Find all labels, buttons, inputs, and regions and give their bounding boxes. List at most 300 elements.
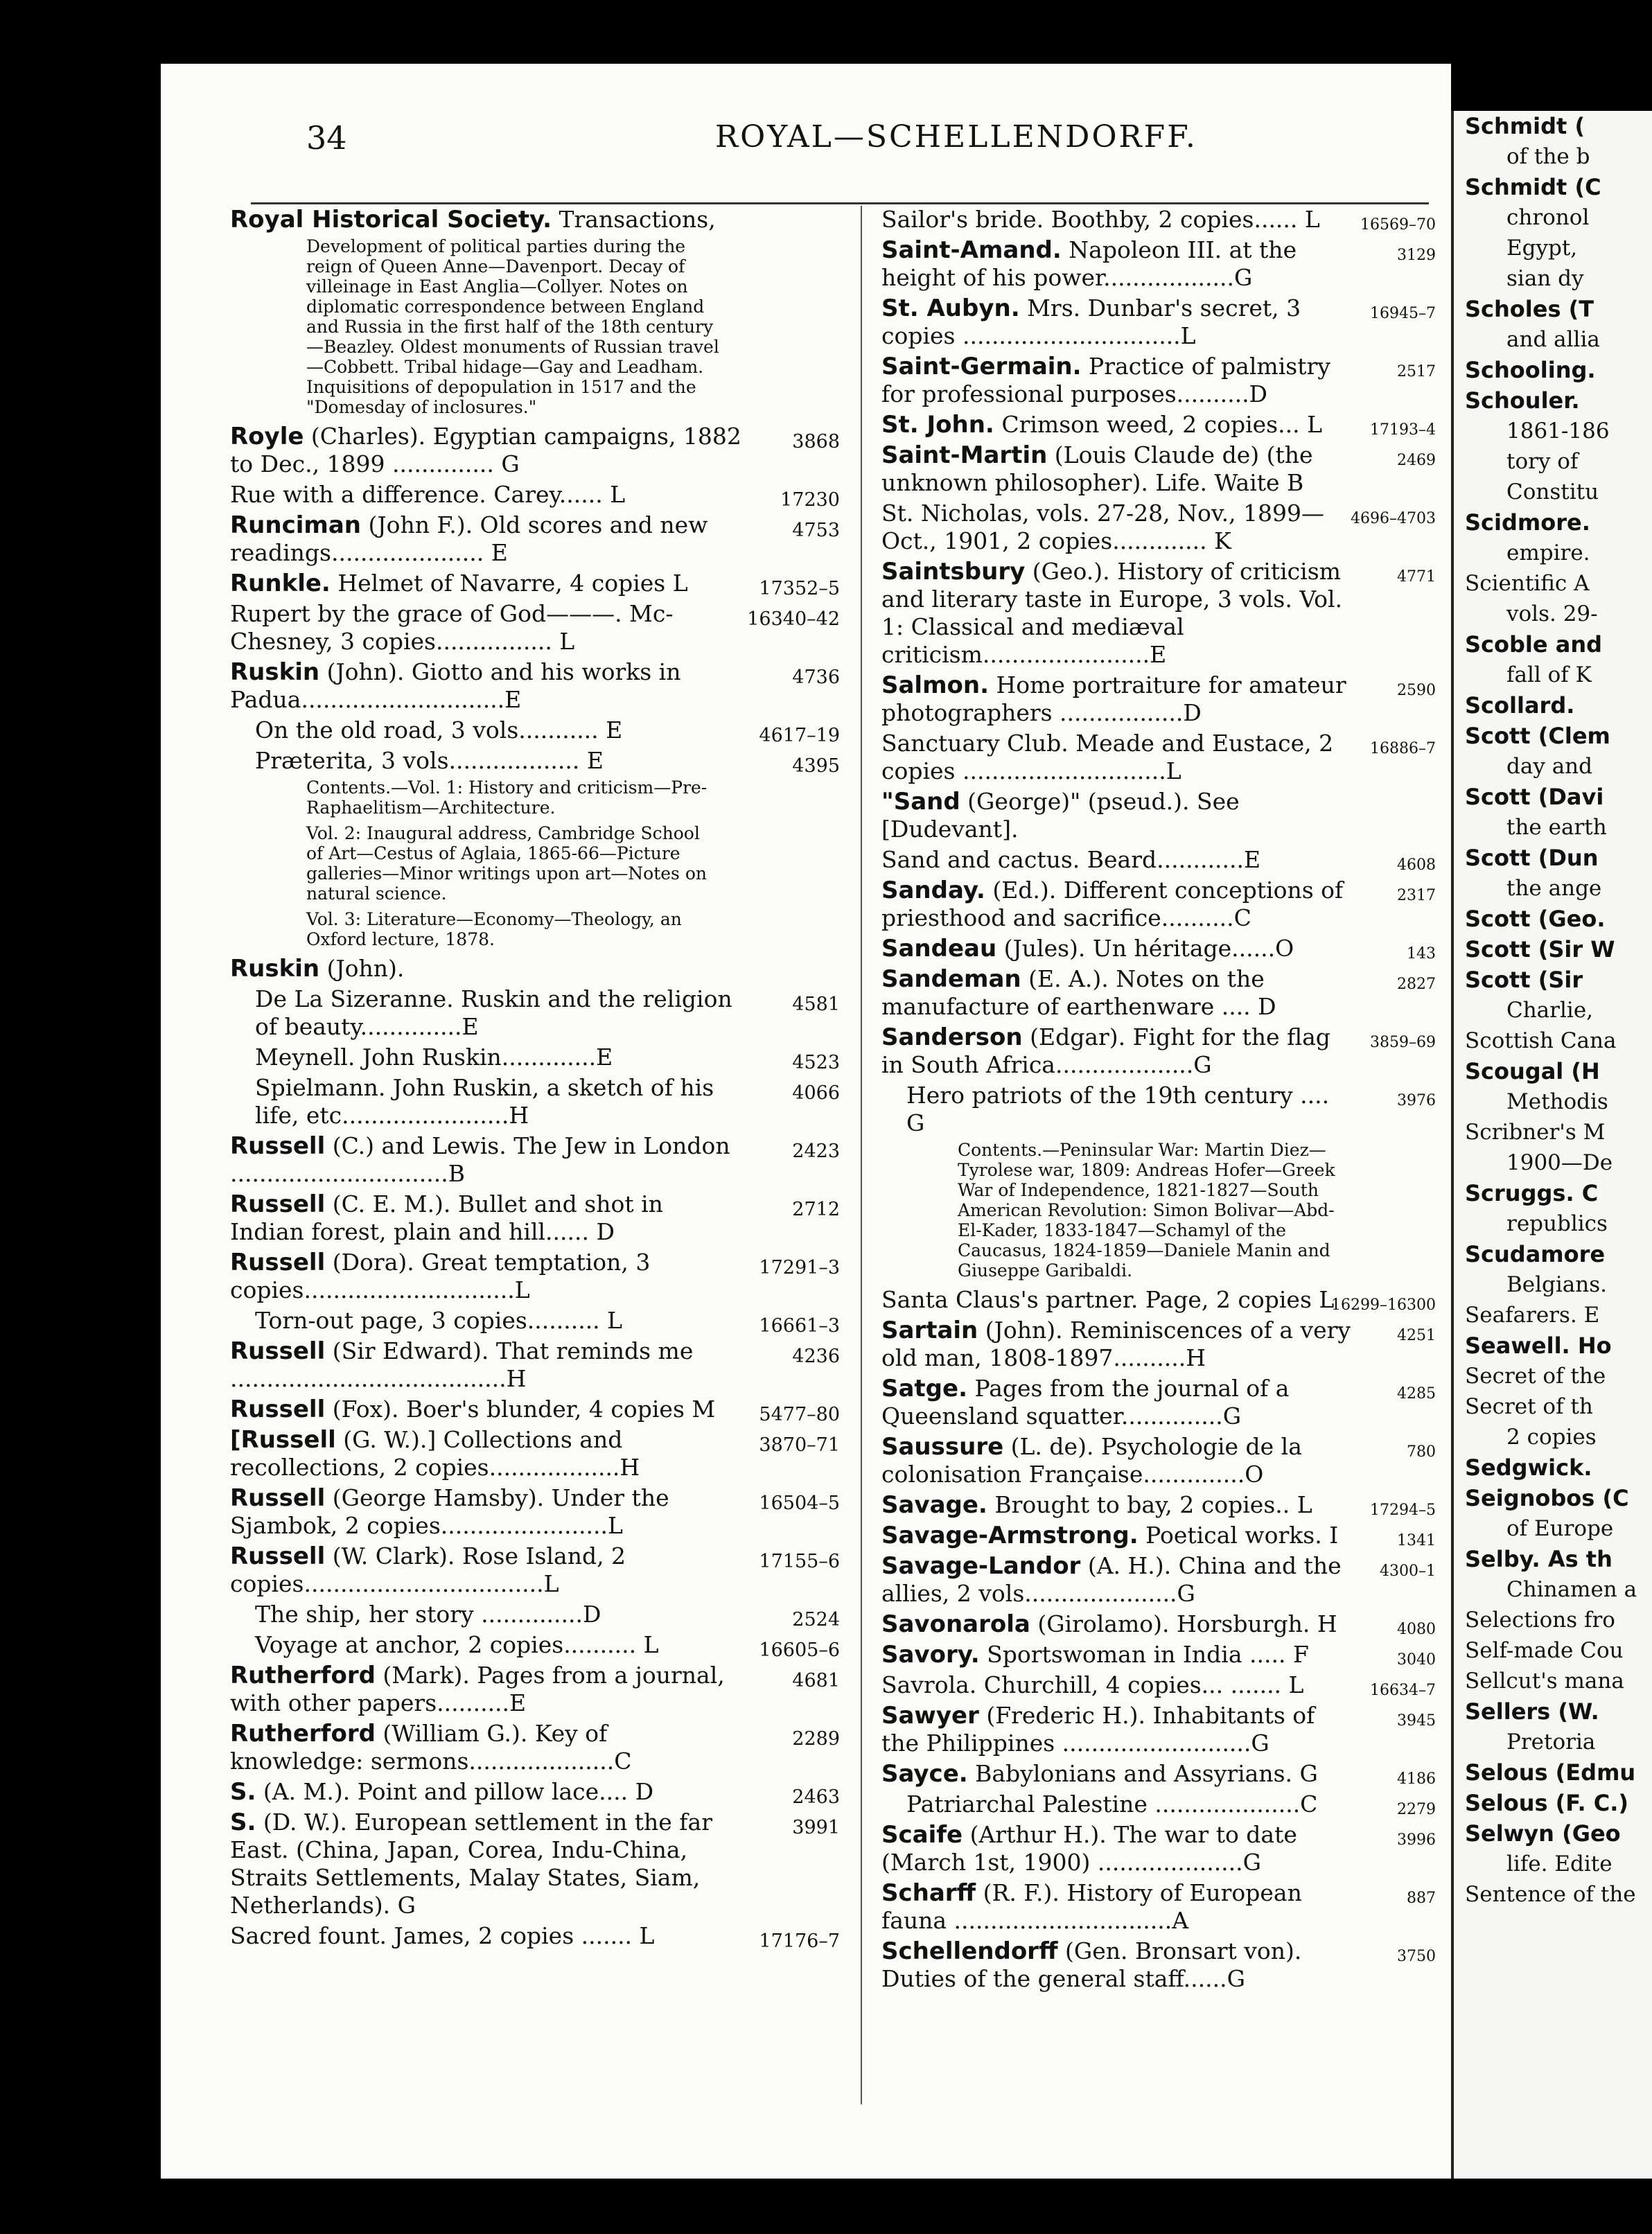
entry-number: 4523 [792, 1052, 840, 1073]
adjacent-entry-fragment: of the b [1506, 144, 1590, 169]
entry-heading: [Russell [230, 1426, 336, 1454]
adjacent-entry-fragment: Selections fro [1465, 1608, 1615, 1633]
entry-text: Contents.—Vol. 1: History and criticism—Pre-Raphaelitism—Architecture. [306, 777, 708, 818]
adjacent-entry-fragment: Pretoria [1506, 1730, 1596, 1754]
catalogue-entry [230, 1484, 840, 1540]
adjacent-entry-fragment: Scientific A [1465, 571, 1590, 596]
entry-text: Development of political parties during the reign of Queen Anne—Davenport. Decay of villeinage in East Anglia—Collyer. Notes on diplomatic correspondence between England and Russia in the first half of the 18th century—Beazley. Oldest monuments of Russian travel—Cobbett. Tribal hidage—Gay and Leadham. Inquisitions of depopulation in 1517 and the "Domesday of inclosures." [306, 236, 719, 417]
catalogue-entry [230, 206, 840, 234]
entry-heading: "Sand [881, 788, 960, 816]
entry-text: (A. H.). China and the allies, 2 vols.....................G [881, 1552, 1342, 1607]
entry-number: 16569–70 [1360, 216, 1436, 234]
header-rule [251, 202, 1429, 204]
adjacent-entry-fragment: Scollard. [1465, 692, 1575, 719]
entry-text: (W. Clark). Rose Island, 2 copies.................................L [230, 1542, 626, 1597]
running-title: ROYAL—SCHELLENDORFF. [715, 119, 1197, 155]
adjacent-entry-fragment: Selwyn (Geo [1465, 1820, 1621, 1847]
catalogue-entry [881, 1937, 1436, 1993]
catalogue-page [161, 64, 1451, 2179]
entry-number: 2279 [1397, 1801, 1436, 1818]
adjacent-entry-fragment: Scoble and [1465, 631, 1602, 658]
entry-heading: Scaife [881, 1821, 963, 1849]
entry-heading: Russell [230, 1132, 326, 1160]
entry-heading: Russell [230, 1396, 326, 1423]
catalogue-entry [230, 511, 840, 567]
adjacent-entry-fragment: republics [1506, 1211, 1608, 1236]
entry-text: Sanctuary Club. Meade and Eustace, 2 copies ............................L [881, 730, 1334, 784]
adjacent-entry-fragment: Selous (F. C.) [1465, 1790, 1629, 1816]
entry-heading: Scharff [881, 1879, 976, 1907]
adjacent-entry-fragment: the earth [1506, 815, 1607, 840]
adjacent-entry-fragment: fall of K [1506, 662, 1592, 687]
catalogue-entry [881, 935, 1436, 962]
entry-heading: S. [230, 1809, 256, 1836]
entry-number: 4736 [792, 667, 840, 688]
catalogue-entry [881, 1375, 1436, 1430]
entry-heading: Savage-Armstrong. [881, 1522, 1139, 1549]
entry-number: 17294–5 [1370, 1502, 1436, 1519]
entry-text: (G. W.).] Collections and recollections, 2 copies..................H [230, 1426, 640, 1481]
entry-text: Poetical works. I [1138, 1522, 1339, 1549]
catalogue-entry [230, 985, 840, 1041]
adjacent-entry-fragment: Scott (Sir W [1465, 936, 1615, 962]
entry-heading: Saintsbury [881, 558, 1026, 586]
catalogue-entry [881, 1522, 1436, 1549]
entry-number: 4753 [792, 520, 840, 541]
entry-heading: Saussure [881, 1433, 1004, 1461]
catalogue-entry [230, 1132, 840, 1188]
catalogue-entry [881, 965, 1436, 1021]
entry-text: Patriarchal Palestine ....................C [906, 1791, 1318, 1818]
entry-text: (A. M.). Point and pillow lace.... D [256, 1778, 654, 1805]
adjacent-entry-fragment: Sentence of the [1465, 1882, 1636, 1907]
left-column [230, 206, 840, 1953]
catalogue-entry [230, 600, 840, 656]
entry-number: 3991 [792, 1817, 840, 1838]
entry-heading: Russell [230, 1249, 326, 1276]
catalogue-entry [881, 1140, 1436, 1281]
entry-number: 4251 [1397, 1327, 1436, 1344]
catalogue-entry [230, 570, 840, 597]
adjacent-entry-fragment: of Europe [1506, 1516, 1614, 1541]
entry-number: 3868 [792, 431, 840, 452]
adjacent-entry-fragment: Scidmore. [1465, 509, 1590, 536]
entry-text: Pages from the journal of a Queensland squatter..............G [881, 1375, 1290, 1430]
entry-heading: Russell [230, 1190, 326, 1218]
catalogue-entry [230, 1720, 840, 1775]
catalogue-entry [230, 823, 840, 904]
catalogue-entry [230, 1307, 840, 1335]
adjacent-entry-fragment: Scottish Cana [1465, 1028, 1617, 1053]
entry-heading: Sanday. [881, 877, 985, 904]
catalogue-entry [881, 206, 1436, 234]
entry-number: 16661–3 [759, 1315, 840, 1337]
entry-text: (Gen. Bronsart von). Duties of the general staff......G [881, 1937, 1302, 1992]
entry-text: (George Hamsby). Under the Sjambok, 2 copies.......................L [230, 1484, 669, 1539]
entry-text: Rue with a difference. Carey...... L [230, 481, 626, 508]
entry-text: (Arthur H.). The war to date (March 1st, 1900) ....................G [881, 1821, 1297, 1876]
entry-number: 17176–7 [759, 1930, 840, 1952]
catalogue-entry [230, 1662, 840, 1717]
entry-heading: Rutherford [230, 1720, 376, 1748]
entry-text: (Fox). Boer's blunder, 4 copies M [325, 1396, 716, 1423]
entry-heading: Saint-Martin [881, 441, 1048, 469]
entry-number: 3976 [1397, 1092, 1436, 1109]
entry-number: 4285 [1397, 1385, 1436, 1402]
adjacent-entry-fragment: Selous (Edmu [1465, 1759, 1636, 1786]
adjacent-page-strip [1451, 111, 1652, 2179]
adjacent-entry-fragment: Schmidt ( [1465, 113, 1585, 139]
entry-heading: Runciman [230, 511, 361, 539]
adjacent-entry-fragment: Self-made Cou [1465, 1638, 1624, 1663]
entry-text: De La Sizeranne. Ruskin and the religion of beauty..............E [255, 985, 732, 1040]
entry-text: (John). Reminiscences of a very old man, 1808-1897..........H [881, 1317, 1351, 1371]
entry-heading: Savage-Landor [881, 1552, 1081, 1580]
entry-number: 2827 [1397, 976, 1436, 993]
entry-number: 2524 [792, 1609, 840, 1630]
catalogue-entry [881, 846, 1436, 874]
adjacent-entry-fragment: 2 copies [1506, 1425, 1597, 1450]
entry-number: 887 [1407, 1890, 1436, 1907]
entry-number: 4186 [1397, 1770, 1436, 1788]
adjacent-entry-fragment: Egypt, [1506, 236, 1578, 261]
adjacent-entry-fragment: 1900—De [1506, 1150, 1613, 1175]
entry-number: 780 [1407, 1443, 1436, 1461]
entry-heading: Satge. [881, 1375, 967, 1402]
entry-heading: Royal Historical Society. [230, 206, 552, 234]
entry-heading: St. Aubyn. [881, 294, 1020, 322]
entry-heading: Ruskin [230, 955, 320, 983]
entry-number: 16299–16300 [1331, 1296, 1436, 1314]
catalogue-entry [230, 1074, 840, 1129]
catalogue-entry [230, 909, 840, 949]
entry-number: 2517 [1397, 363, 1436, 380]
entry-number: 2469 [1397, 452, 1436, 469]
adjacent-entry-fragment: Selby. As th [1465, 1546, 1613, 1572]
adjacent-entry-fragment: Methodis [1506, 1089, 1608, 1114]
catalogue-entry [230, 777, 840, 818]
entry-heading: St. John. [881, 411, 994, 439]
adjacent-entry-fragment: Scott (Davi [1465, 784, 1604, 810]
entry-text: Practice of palmistry for professional purposes..........D [881, 353, 1330, 407]
entry-heading: S. [230, 1778, 256, 1806]
entry-number: 16945–7 [1370, 305, 1436, 322]
catalogue-entry [881, 500, 1436, 555]
entry-text: (Dora). Great temptation, 3 copies.............................L [230, 1249, 651, 1303]
entry-number: 17193–4 [1370, 421, 1436, 439]
entry-heading: Sandeau [881, 935, 997, 962]
entry-text: (Sir Edward). That reminds me ......................................H [230, 1337, 694, 1392]
entry-number: 4080 [1397, 1621, 1436, 1638]
catalogue-entry [881, 1760, 1436, 1788]
entry-number: 5477–80 [759, 1404, 840, 1425]
entry-heading: Sartain [881, 1317, 978, 1344]
entry-text: (Mark). Pages from a journal, with other papers..........E [230, 1662, 725, 1716]
entry-number: 4696–4703 [1351, 510, 1436, 527]
adjacent-entry-fragment: Sedgwick. [1465, 1454, 1592, 1481]
adjacent-entry-fragment: Schmidt (C [1465, 174, 1601, 200]
adjacent-page-entries [1465, 111, 1652, 1910]
entry-heading: Savory. [881, 1641, 980, 1669]
adjacent-entry-fragment: Schooling. [1465, 357, 1596, 383]
catalogue-entry [881, 1286, 1436, 1314]
catalogue-entry [230, 1337, 840, 1393]
adjacent-entry-fragment: Schouler. [1465, 387, 1580, 414]
catalogue-entry [230, 1601, 840, 1628]
adjacent-entry-fragment: Scott (Dun [1465, 845, 1599, 871]
entry-text: Savrola. Churchill, 4 copies... ....... L [881, 1671, 1304, 1698]
catalogue-entry [881, 294, 1436, 350]
catalogue-entry [230, 955, 840, 983]
entry-number: 2423 [792, 1141, 840, 1162]
column-divider [861, 206, 862, 2104]
adjacent-entry-fragment: Scribner's M [1465, 1120, 1606, 1145]
entry-number: 16886–7 [1370, 740, 1436, 757]
entry-text: (Louis Claude de) (the unknown philosopher). Life. Waite B [881, 441, 1313, 496]
catalogue-entry [881, 1491, 1436, 1519]
catalogue-entry [881, 1610, 1436, 1638]
entry-heading: Savage. [881, 1491, 987, 1519]
catalogue-entry [881, 1552, 1436, 1608]
entry-text: Vol. 2: Inaugural address, Cambridge School of Art—Cestus of Aglaia, 1865-66—Picture galleries—Minor writings upon art—Notes on natural science. [306, 823, 707, 904]
entry-text: (Frederic H.). Inhabitants of the Philippines ..........................G [881, 1702, 1315, 1757]
catalogue-entry [230, 1249, 840, 1304]
entry-number: 143 [1407, 945, 1436, 962]
page-number: 34 [306, 119, 347, 157]
entry-number: 1341 [1397, 1532, 1436, 1549]
adjacent-entry-fragment: Scott (Geo. [1465, 906, 1606, 932]
entry-text: Sand and cactus. Beard............E [881, 846, 1261, 873]
entry-text: Santa Claus's partner. Page, 2 copies L [881, 1286, 1335, 1313]
entry-text: (Girolamo). Horsburgh. H [1030, 1610, 1337, 1637]
entry-number: 4066 [792, 1082, 840, 1104]
entry-heading: Russell [230, 1542, 326, 1570]
entry-heading: Sanderson [881, 1023, 1023, 1051]
entry-number: 2463 [792, 1786, 840, 1808]
entry-text: Brought to bay, 2 copies.. L [987, 1491, 1312, 1518]
adjacent-entry-fragment: Scruggs. C [1465, 1180, 1599, 1206]
entry-number: 2712 [792, 1199, 840, 1220]
adjacent-entry-fragment: Charlie, [1506, 998, 1594, 1023]
catalogue-entry [881, 441, 1436, 497]
entry-text: Sportswoman in India ..... F [979, 1641, 1309, 1668]
entry-heading: Ruskin [230, 658, 320, 686]
entry-text: Sailor's bride. Boothby, 2 copies...... L [881, 206, 1320, 233]
catalogue-entry [881, 1671, 1436, 1699]
catalogue-entry [881, 1791, 1436, 1818]
entry-text: Vol. 3: Literature—Economy—Theology, an Oxford lecture, 1878. [306, 909, 682, 949]
entry-heading: Sayce. [881, 1760, 968, 1788]
entry-text: (C. E. M.). Bullet and shot in Indian forest, plain and hill...... D [230, 1190, 663, 1245]
entry-text: Præterita, 3 vols.................. E [255, 747, 604, 774]
adjacent-entry-fragment: Seawell. Ho [1465, 1333, 1612, 1359]
adjacent-entry-fragment: 1861-186 [1506, 419, 1610, 443]
entry-text: Babylonians and Assyrians. G [967, 1760, 1318, 1787]
entry-text: Voyage at anchor, 2 copies.......... L [255, 1631, 659, 1658]
adjacent-entry-fragment: Sellcut's mana [1465, 1669, 1624, 1694]
catalogue-entry [230, 1809, 840, 1919]
entry-number: 4581 [792, 994, 840, 1015]
catalogue-entry [881, 1702, 1436, 1757]
entry-heading: Sawyer [881, 1702, 979, 1730]
entry-heading: Russell [230, 1484, 326, 1512]
entry-text: (L. de). Psychologie de la colonisation Française..............O [881, 1433, 1302, 1488]
entry-number: 4771 [1397, 568, 1436, 586]
entry-number: 16605–6 [759, 1639, 840, 1661]
adjacent-entry-fragment: chronol [1506, 205, 1590, 230]
entry-text: On the old road, 3 vols........... E [255, 716, 623, 744]
catalogue-entry [230, 1426, 840, 1481]
catalogue-entry [230, 658, 840, 714]
right-column [881, 206, 1436, 1996]
entry-number: 17230 [780, 489, 840, 511]
entry-text: (John F.). Old scores and new readings..................... E [230, 511, 708, 566]
entry-text: Hero patriots of the 19th century .... G [906, 1082, 1330, 1136]
entry-text: Home portraiture for amateur photographers .................D [881, 671, 1346, 726]
entry-text: The ship, her story ..............D [255, 1601, 601, 1628]
adjacent-entry-fragment: Chinamen a [1506, 1577, 1637, 1602]
entry-text: Spielmann. John Ruskin, a sketch of his life, etc.......................H [255, 1074, 714, 1129]
entry-text: (William G.). Key of knowledge: sermons....................C [230, 1720, 632, 1775]
entry-heading: Saint-Germain. [881, 353, 1082, 380]
adjacent-entry-fragment: Belgians. [1506, 1272, 1608, 1297]
adjacent-entry-fragment: tory of [1506, 449, 1579, 474]
adjacent-entry-fragment: Scougal (H [1465, 1058, 1600, 1084]
adjacent-entry-fragment: Secret of th [1465, 1394, 1593, 1419]
entry-text: (Jules). Un héritage......O [996, 935, 1294, 962]
adjacent-entry-fragment: Secret of the [1465, 1364, 1606, 1389]
catalogue-entry [230, 236, 840, 417]
adjacent-entry-fragment: day and [1506, 754, 1592, 779]
adjacent-entry-fragment: Scholes (T [1465, 296, 1594, 322]
adjacent-entry-fragment: Seignobos (C [1465, 1485, 1629, 1511]
entry-heading: Schellendorff [881, 1937, 1058, 1965]
entry-number: 4395 [792, 755, 840, 777]
entry-text: Sacred fount. James, 2 copies ....... L [230, 1922, 655, 1949]
catalogue-entry [230, 423, 840, 478]
entry-number: 16340–42 [747, 608, 840, 630]
entry-number: 17155–6 [759, 1551, 840, 1572]
adjacent-entry-fragment: Seafarers. E [1465, 1303, 1600, 1328]
entry-number: 4617–19 [759, 725, 840, 746]
catalogue-entry [230, 716, 840, 744]
adjacent-entry-fragment: Sellers (W. [1465, 1698, 1599, 1725]
entry-text: Mrs. Dunbar's secret, 3 copies ..............................L [881, 294, 1301, 349]
catalogue-entry [230, 1922, 840, 1950]
adjacent-entry-fragment: the ange [1506, 876, 1602, 901]
catalogue-entry [881, 353, 1436, 408]
entry-text: Contents.—Peninsular War: Martin Diez—Tyrolese war, 1809: Andreas Hofer—Greek War of Independence, 1821-1827—South American Revolution: Simon Bolivar—Abd-El-Kader, 1833-1847—Schamyl of the Caucasus, 1824-1859—Daniele Manin and Giuseppe Garibaldi. [958, 1140, 1335, 1281]
entry-number: 3750 [1397, 1948, 1436, 1965]
entry-text: Torn-out page, 3 copies.......... L [255, 1307, 623, 1334]
entry-text: Transactions, [552, 206, 716, 233]
entry-heading: Runkle. [230, 570, 331, 597]
entry-number: 17291–3 [759, 1257, 840, 1278]
entry-number: 3859–69 [1370, 1034, 1436, 1051]
entry-number: 3040 [1397, 1651, 1436, 1669]
catalogue-entry [881, 877, 1436, 932]
entry-text: Napoleon III. at the height of his power..................G [881, 236, 1297, 291]
entry-text: (Edgar). Fight for the flag in South Africa...................G [881, 1023, 1330, 1078]
entry-text: (John). [319, 955, 405, 982]
catalogue-entry [881, 1023, 1436, 1079]
catalogue-entry [230, 1396, 840, 1423]
entry-text: (E. A.). Notes on the manufacture of earthenware .... D [881, 965, 1276, 1020]
entry-number: 4681 [792, 1670, 840, 1691]
adjacent-entry-fragment: Scudamore [1465, 1241, 1606, 1267]
entry-text: Crimson weed, 2 copies... L [994, 411, 1322, 438]
catalogue-entry [881, 1879, 1436, 1935]
adjacent-entry-fragment: and allia [1506, 327, 1600, 352]
entry-text: (D. W.). European settlement in the far East. (China, Japan, Corea, Indu-China, Straits Settlements, Malay States, Siam, Netherlands). G [230, 1809, 712, 1919]
adjacent-entry-fragment: sian dy [1506, 266, 1584, 291]
entry-text: (C.) and Lewis. The Jew in London ..............................B [230, 1132, 730, 1187]
entry-text: (Charles). Egyptian campaigns, 1882 to Dec., 1899 .............. G [230, 423, 741, 477]
catalogue-entry [230, 1631, 840, 1659]
catalogue-entry [230, 1542, 840, 1598]
entry-text: (George)" (pseud.). See [Dudevant]. [881, 788, 1240, 843]
entry-number: 4608 [1397, 856, 1436, 874]
entry-number: 4236 [792, 1346, 840, 1367]
entry-heading: Rutherford [230, 1662, 376, 1689]
entry-heading: Savonarola [881, 1610, 1030, 1638]
catalogue-entry [881, 1641, 1436, 1669]
catalogue-entry [881, 671, 1436, 727]
catalogue-entry [881, 236, 1436, 292]
entry-text: Rupert by the grace of God———. Mc-Chesney, 3 copies................ L [230, 600, 674, 655]
entry-number: 2590 [1397, 682, 1436, 699]
entry-text: Meynell. John Ruskin.............E [255, 1044, 613, 1071]
catalogue-entry [881, 1082, 1436, 1137]
entry-heading: Salmon. [881, 671, 989, 699]
adjacent-entry-fragment: Scott (Sir [1465, 967, 1583, 993]
entry-text: (R. F.). History of European fauna ..............................A [881, 1879, 1302, 1934]
catalogue-entry [881, 730, 1436, 785]
entry-heading: Royle [230, 423, 304, 450]
catalogue-entry [230, 1044, 840, 1071]
entry-text: (John). Giotto and his works in Padua............................E [230, 658, 681, 713]
entry-heading: Saint-Amand. [881, 236, 1062, 264]
entry-heading: Russell [230, 1337, 326, 1365]
entry-number: 16634–7 [1370, 1682, 1436, 1699]
catalogue-entry [881, 1821, 1436, 1876]
adjacent-entry-fragment: life. Edite [1506, 1852, 1613, 1876]
catalogue-entry [881, 558, 1436, 669]
adjacent-entry-fragment: Constitu [1506, 480, 1599, 504]
entry-number: 3996 [1397, 1831, 1436, 1849]
adjacent-entry-fragment: Scott (Clem [1465, 723, 1610, 749]
catalogue-entry [881, 1317, 1436, 1372]
catalogue-entry [230, 1778, 840, 1806]
entry-text: (Ed.). Different conceptions of priesthood and sacrifice..........C [881, 877, 1344, 931]
entry-text: (Geo.). History of criticism and literary taste in Europe, 3 vols. Vol. 1: Classical and mediæval criticism.......................E [881, 558, 1343, 668]
entry-number: 4300–1 [1380, 1563, 1436, 1580]
entry-number: 3945 [1397, 1712, 1436, 1730]
entry-heading: Sandeman [881, 965, 1021, 993]
catalogue-entry [881, 411, 1436, 439]
adjacent-entry-fragment: empire. [1506, 540, 1590, 565]
entry-text: Helmet of Navarre, 4 copies L [330, 570, 688, 597]
catalogue-entry [230, 481, 840, 509]
catalogue-entry [230, 747, 840, 775]
catalogue-entry [881, 788, 1436, 843]
entry-number: 17352–5 [759, 578, 840, 599]
entry-text: St. Nicholas, vols. 27-28, Nov., 1899—Oct., 1901, 2 copies............. K [881, 500, 1325, 554]
entry-number: 2289 [792, 1728, 840, 1750]
entry-number: 3129 [1397, 247, 1436, 264]
catalogue-entry [230, 1190, 840, 1246]
adjacent-entry-fragment: vols. 29- [1506, 601, 1598, 626]
